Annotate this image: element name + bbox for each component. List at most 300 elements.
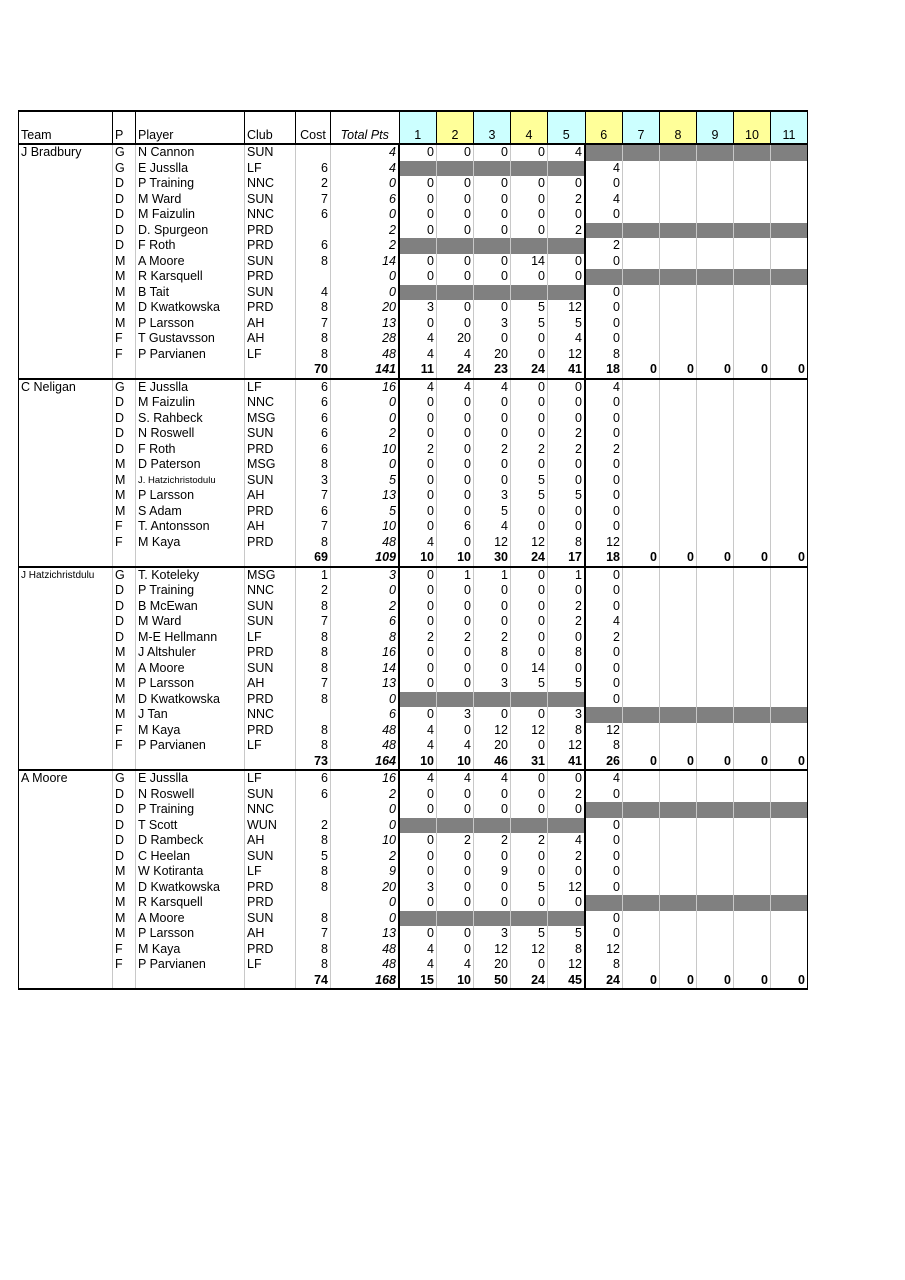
gameweek-9-points bbox=[697, 316, 734, 332]
player-name: D Paterson bbox=[136, 457, 245, 473]
player-row bbox=[19, 692, 808, 708]
gameweek-8-points bbox=[660, 833, 697, 849]
player-row bbox=[19, 316, 808, 332]
cost-cell: 6 bbox=[296, 770, 331, 787]
gameweek-4-points: 5 bbox=[511, 473, 548, 489]
total-points-cell: 20 bbox=[331, 300, 400, 316]
gameweek-4-points: 14 bbox=[511, 254, 548, 270]
gameweek-8-points bbox=[660, 864, 697, 880]
cost-cell: 5 bbox=[296, 849, 331, 865]
gameweek-2-points: 3 bbox=[437, 707, 474, 723]
gameweek-3-points bbox=[474, 692, 511, 708]
position-cell: D bbox=[113, 207, 136, 223]
gameweek-6-points: 4 bbox=[585, 770, 623, 787]
gameweek-8-points bbox=[660, 254, 697, 270]
gameweek-9-points bbox=[697, 426, 734, 442]
gameweek-2-points bbox=[437, 692, 474, 708]
club-cell: MSG bbox=[245, 567, 296, 584]
gameweek-1-points: 0 bbox=[399, 504, 437, 520]
gameweek-2-points: 0 bbox=[437, 661, 474, 677]
gameweek-2-points: 0 bbox=[437, 411, 474, 427]
gameweek-2-points bbox=[437, 238, 474, 254]
gameweek-1-points bbox=[399, 911, 437, 927]
player-row bbox=[19, 519, 808, 535]
gameweek-4-total: 24 bbox=[511, 362, 548, 379]
gameweek-4-points: 0 bbox=[511, 864, 548, 880]
cost-cell: 2 bbox=[296, 583, 331, 599]
gameweek-6-points: 0 bbox=[585, 473, 623, 489]
gameweek-7-points bbox=[623, 207, 660, 223]
gameweek-8-points bbox=[660, 504, 697, 520]
player-row bbox=[19, 426, 808, 442]
gameweek-5-points: 0 bbox=[548, 457, 586, 473]
gameweek-3-points bbox=[474, 818, 511, 834]
team-cell bbox=[19, 630, 113, 646]
gameweek-5-points bbox=[548, 285, 586, 301]
player-row bbox=[19, 379, 808, 396]
gameweek-8-points bbox=[660, 395, 697, 411]
gameweek-7-points bbox=[623, 630, 660, 646]
gameweek-5-points: 0 bbox=[548, 583, 586, 599]
cost-cell bbox=[296, 144, 331, 161]
gameweek-11-points bbox=[771, 802, 808, 818]
player-row bbox=[19, 254, 808, 270]
gameweek-11-points bbox=[771, 661, 808, 677]
header-total: Total Pts bbox=[331, 111, 400, 144]
gameweek-7-total: 0 bbox=[623, 362, 660, 379]
total-points-cell: 10 bbox=[331, 833, 400, 849]
total-cost: 69 bbox=[296, 550, 331, 567]
gameweek-1-points: 0 bbox=[399, 864, 437, 880]
team-cell bbox=[19, 864, 113, 880]
gameweek-10-total: 0 bbox=[734, 550, 771, 567]
gameweek-2-points: 0 bbox=[437, 849, 474, 865]
player-name: P Parvianen bbox=[136, 738, 245, 754]
gameweek-11-points bbox=[771, 833, 808, 849]
cost-cell: 6 bbox=[296, 504, 331, 520]
total-points-cell: 2 bbox=[331, 426, 400, 442]
gameweek-10-points bbox=[734, 442, 771, 458]
gameweek-9-points bbox=[697, 535, 734, 551]
gameweek-1-points: 0 bbox=[399, 614, 437, 630]
cost-cell: 7 bbox=[296, 488, 331, 504]
gameweek-2-points: 4 bbox=[437, 379, 474, 396]
player-row bbox=[19, 942, 808, 958]
gameweek-10-points bbox=[734, 630, 771, 646]
gameweek-8-points bbox=[660, 707, 697, 723]
gameweek-10-points bbox=[734, 488, 771, 504]
gameweek-5-points: 2 bbox=[548, 599, 586, 615]
gameweek-4-points: 5 bbox=[511, 316, 548, 332]
player-name: M Kaya bbox=[136, 942, 245, 958]
gameweek-1-points: 0 bbox=[399, 254, 437, 270]
fantasy-league-sheet bbox=[18, 110, 808, 990]
gameweek-11-points bbox=[771, 942, 808, 958]
player-name: M Ward bbox=[136, 614, 245, 630]
gameweek-7-points bbox=[623, 238, 660, 254]
gameweek-9-points bbox=[697, 723, 734, 739]
position-cell: M bbox=[113, 661, 136, 677]
gameweek-11-points bbox=[771, 254, 808, 270]
gameweek-1-points: 4 bbox=[399, 957, 437, 973]
cost-cell: 6 bbox=[296, 395, 331, 411]
position-cell: M bbox=[113, 316, 136, 332]
player-name: M-E Hellmann bbox=[136, 630, 245, 646]
gameweek-4-points: 0 bbox=[511, 176, 548, 192]
gameweek-9-points bbox=[697, 207, 734, 223]
gameweek-11-points bbox=[771, 818, 808, 834]
cost-cell: 6 bbox=[296, 787, 331, 803]
gameweek-4-total: 24 bbox=[511, 550, 548, 567]
gameweek-3-points: 0 bbox=[474, 614, 511, 630]
gameweek-9-points bbox=[697, 285, 734, 301]
total-points-cell: 0 bbox=[331, 207, 400, 223]
gameweek-7-points bbox=[623, 285, 660, 301]
gameweek-4-points: 0 bbox=[511, 269, 548, 285]
gameweek-5-points: 5 bbox=[548, 488, 586, 504]
team-cell bbox=[19, 818, 113, 834]
gameweek-7-points bbox=[623, 880, 660, 896]
gameweek-5-points: 0 bbox=[548, 895, 586, 911]
cost-cell: 8 bbox=[296, 599, 331, 615]
cost-cell: 8 bbox=[296, 692, 331, 708]
gameweek-11-points bbox=[771, 723, 808, 739]
total-points-cell: 3 bbox=[331, 567, 400, 584]
position-cell: G bbox=[113, 567, 136, 584]
gameweek-4-points: 12 bbox=[511, 723, 548, 739]
gameweek-11-total: 0 bbox=[771, 550, 808, 567]
gameweek-2-points: 0 bbox=[437, 895, 474, 911]
gameweek-10-total: 0 bbox=[734, 362, 771, 379]
gameweek-5-points: 4 bbox=[548, 144, 586, 161]
gameweek-7-points bbox=[623, 942, 660, 958]
gameweek-10-points bbox=[734, 802, 771, 818]
gameweek-6-points: 0 bbox=[585, 661, 623, 677]
gameweek-8-points bbox=[660, 347, 697, 363]
club-cell: NNC bbox=[245, 583, 296, 599]
gameweek-9-points bbox=[697, 254, 734, 270]
gameweek-9-points bbox=[697, 895, 734, 911]
player-name: R Karsquell bbox=[136, 895, 245, 911]
total-points-cell: 14 bbox=[331, 661, 400, 677]
gameweek-5-points: 8 bbox=[548, 645, 586, 661]
gameweek-5-points bbox=[548, 818, 586, 834]
player-row bbox=[19, 176, 808, 192]
gameweek-5-points: 2 bbox=[548, 442, 586, 458]
total-points-cell: 0 bbox=[331, 802, 400, 818]
gameweek-8-points bbox=[660, 926, 697, 942]
gameweek-1-points: 4 bbox=[399, 770, 437, 787]
player-row bbox=[19, 269, 808, 285]
gameweek-5-points: 2 bbox=[548, 614, 586, 630]
gameweek-8-points bbox=[660, 942, 697, 958]
gameweek-6-total: 24 bbox=[585, 973, 623, 990]
team-cell bbox=[19, 614, 113, 630]
gameweek-11-points bbox=[771, 473, 808, 489]
player-row bbox=[19, 535, 808, 551]
team-cell bbox=[19, 661, 113, 677]
gameweek-5-points: 4 bbox=[548, 833, 586, 849]
header-cost: Cost bbox=[296, 111, 331, 144]
club-cell: NNC bbox=[245, 176, 296, 192]
gameweek-1-points: 0 bbox=[399, 849, 437, 865]
gameweek-6-points bbox=[585, 802, 623, 818]
gameweek-6-points: 0 bbox=[585, 207, 623, 223]
gameweek-2-points: 20 bbox=[437, 331, 474, 347]
gameweek-5-points: 0 bbox=[548, 864, 586, 880]
gameweek-5-points: 0 bbox=[548, 395, 586, 411]
total-points-cell: 0 bbox=[331, 411, 400, 427]
player-row bbox=[19, 707, 808, 723]
gameweek-4-points: 5 bbox=[511, 488, 548, 504]
header-position: P bbox=[113, 111, 136, 144]
gameweek-11-points bbox=[771, 630, 808, 646]
gameweek-5-points: 3 bbox=[548, 707, 586, 723]
gameweek-7-points bbox=[623, 457, 660, 473]
gameweek-2-points bbox=[437, 285, 474, 301]
gameweek-5-points: 0 bbox=[548, 504, 586, 520]
club-cell bbox=[245, 973, 296, 990]
gameweek-5-points: 12 bbox=[548, 300, 586, 316]
gameweek-8-points bbox=[660, 630, 697, 646]
gameweek-11-total: 0 bbox=[771, 362, 808, 379]
gameweek-1-points: 0 bbox=[399, 676, 437, 692]
gameweek-9-points bbox=[697, 442, 734, 458]
gameweek-3-points: 0 bbox=[474, 411, 511, 427]
gameweek-5-points: 0 bbox=[548, 802, 586, 818]
position-cell: D bbox=[113, 614, 136, 630]
team-totals-row bbox=[19, 362, 808, 379]
gameweek-4-points: 0 bbox=[511, 144, 548, 161]
player-name: D Rambeck bbox=[136, 833, 245, 849]
gameweek-4-points: 12 bbox=[511, 535, 548, 551]
player-name: T Gustavsson bbox=[136, 331, 245, 347]
player-row bbox=[19, 770, 808, 787]
gameweek-1-points: 0 bbox=[399, 895, 437, 911]
club-cell: SUN bbox=[245, 144, 296, 161]
gameweek-6-points: 0 bbox=[585, 645, 623, 661]
gameweek-8-points bbox=[660, 880, 697, 896]
gameweek-2-points: 2 bbox=[437, 833, 474, 849]
gameweek-1-points: 0 bbox=[399, 519, 437, 535]
cost-cell: 7 bbox=[296, 519, 331, 535]
standings-body bbox=[19, 111, 808, 989]
gameweek-2-total: 24 bbox=[437, 362, 474, 379]
gameweek-10-total: 0 bbox=[734, 754, 771, 771]
gameweek-10-points bbox=[734, 614, 771, 630]
gameweek-9-points bbox=[697, 583, 734, 599]
gameweek-7-points bbox=[623, 692, 660, 708]
gameweek-1-points bbox=[399, 285, 437, 301]
position-cell: F bbox=[113, 942, 136, 958]
gameweek-4-total: 31 bbox=[511, 754, 548, 771]
gameweek-10-points bbox=[734, 957, 771, 973]
gameweek-7-points bbox=[623, 300, 660, 316]
gameweek-6-points: 4 bbox=[585, 192, 623, 208]
player-name: M Faizulin bbox=[136, 395, 245, 411]
gameweek-6-points: 0 bbox=[585, 926, 623, 942]
player-row bbox=[19, 895, 808, 911]
position-cell: M bbox=[113, 254, 136, 270]
gameweek-1-points: 2 bbox=[399, 442, 437, 458]
gameweek-10-points bbox=[734, 426, 771, 442]
gameweek-9-total: 0 bbox=[697, 754, 734, 771]
club-cell: LF bbox=[245, 347, 296, 363]
gameweek-2-points: 0 bbox=[437, 926, 474, 942]
gameweek-3-points: 3 bbox=[474, 316, 511, 332]
gameweek-3-points bbox=[474, 911, 511, 927]
total-points-cell: 13 bbox=[331, 316, 400, 332]
gameweek-8-points bbox=[660, 207, 697, 223]
gameweek-1-points: 0 bbox=[399, 802, 437, 818]
gameweek-1-points bbox=[399, 692, 437, 708]
gameweek-3-points: 2 bbox=[474, 630, 511, 646]
position-cell: M bbox=[113, 895, 136, 911]
gameweek-7-points bbox=[623, 895, 660, 911]
gameweek-7-points bbox=[623, 818, 660, 834]
gameweek-10-points bbox=[734, 144, 771, 161]
gameweek-11-points bbox=[771, 599, 808, 615]
gameweek-1-points: 0 bbox=[399, 144, 437, 161]
gameweek-1-points: 0 bbox=[399, 707, 437, 723]
gameweek-3-points: 0 bbox=[474, 895, 511, 911]
cost-cell: 8 bbox=[296, 457, 331, 473]
gameweek-8-points bbox=[660, 802, 697, 818]
gameweek-8-points bbox=[660, 316, 697, 332]
gameweek-10-points bbox=[734, 787, 771, 803]
gameweek-3-points: 0 bbox=[474, 707, 511, 723]
total-points-cell: 13 bbox=[331, 488, 400, 504]
player-row bbox=[19, 504, 808, 520]
gameweek-5-points: 0 bbox=[548, 661, 586, 677]
gameweek-4-points bbox=[511, 285, 548, 301]
gameweek-5-points: 12 bbox=[548, 738, 586, 754]
position-cell: M bbox=[113, 504, 136, 520]
gameweek-4-points: 0 bbox=[511, 457, 548, 473]
gameweek-8-points bbox=[660, 957, 697, 973]
total-points: 109 bbox=[331, 550, 400, 567]
player-name: B McEwan bbox=[136, 599, 245, 615]
gameweek-10-points bbox=[734, 567, 771, 584]
team-cell bbox=[19, 457, 113, 473]
gameweek-9-points bbox=[697, 519, 734, 535]
gameweek-8-points bbox=[660, 473, 697, 489]
gameweek-9-points bbox=[697, 787, 734, 803]
gameweek-1-points: 0 bbox=[399, 395, 437, 411]
gameweek-8-points bbox=[660, 661, 697, 677]
player-name: R Karsquell bbox=[136, 269, 245, 285]
player-row bbox=[19, 676, 808, 692]
gameweek-2-points: 0 bbox=[437, 176, 474, 192]
gameweek-3-points: 12 bbox=[474, 942, 511, 958]
position-cell: M bbox=[113, 676, 136, 692]
club-cell: NNC bbox=[245, 395, 296, 411]
cost-cell: 7 bbox=[296, 676, 331, 692]
cost-cell: 6 bbox=[296, 442, 331, 458]
gameweek-11-points bbox=[771, 957, 808, 973]
total-points-cell: 28 bbox=[331, 331, 400, 347]
total-points-cell: 4 bbox=[331, 144, 400, 161]
gameweek-10-points bbox=[734, 864, 771, 880]
position-cell: D bbox=[113, 176, 136, 192]
position-cell: D bbox=[113, 802, 136, 818]
gameweek-2-points: 0 bbox=[437, 473, 474, 489]
gameweek-7-points bbox=[623, 583, 660, 599]
gameweek-2-points bbox=[437, 818, 474, 834]
gameweek-8-points bbox=[660, 411, 697, 427]
gameweek-2-points: 4 bbox=[437, 347, 474, 363]
gameweek-1-total: 11 bbox=[399, 362, 437, 379]
gameweek-4-points: 0 bbox=[511, 895, 548, 911]
gameweek-2-total: 10 bbox=[437, 973, 474, 990]
team-cell bbox=[19, 223, 113, 239]
player-name: E Jusslla bbox=[136, 379, 245, 396]
gameweek-5-points: 0 bbox=[548, 269, 586, 285]
gameweek-11-points bbox=[771, 645, 808, 661]
gameweek-4-points: 5 bbox=[511, 676, 548, 692]
total-points-cell: 9 bbox=[331, 864, 400, 880]
gameweek-8-points bbox=[660, 300, 697, 316]
cost-cell: 8 bbox=[296, 880, 331, 896]
gameweek-8-points bbox=[660, 488, 697, 504]
gameweek-7-points bbox=[623, 676, 660, 692]
gameweek-6-points: 0 bbox=[585, 849, 623, 865]
cost-cell: 7 bbox=[296, 192, 331, 208]
position-cell: M bbox=[113, 880, 136, 896]
gameweek-2-points: 0 bbox=[437, 614, 474, 630]
player-name: P Parvianen bbox=[136, 957, 245, 973]
header-gw-11: 11 bbox=[771, 111, 808, 144]
gameweek-8-points bbox=[660, 738, 697, 754]
gameweek-6-points: 0 bbox=[585, 583, 623, 599]
gameweek-3-points: 1 bbox=[474, 567, 511, 584]
club-cell: LF bbox=[245, 770, 296, 787]
gameweek-7-points bbox=[623, 379, 660, 396]
gameweek-1-points: 0 bbox=[399, 833, 437, 849]
club-cell: SUN bbox=[245, 426, 296, 442]
team-cell bbox=[19, 895, 113, 911]
cost-cell: 7 bbox=[296, 316, 331, 332]
total-points-cell: 16 bbox=[331, 379, 400, 396]
team-cell bbox=[19, 599, 113, 615]
club-cell: WUN bbox=[245, 818, 296, 834]
total-points-cell: 6 bbox=[331, 707, 400, 723]
total-points-cell: 2 bbox=[331, 849, 400, 865]
gameweek-10-points bbox=[734, 285, 771, 301]
gameweek-9-total: 0 bbox=[697, 362, 734, 379]
gameweek-5-points: 0 bbox=[548, 630, 586, 646]
gameweek-10-points bbox=[734, 895, 771, 911]
player-row bbox=[19, 864, 808, 880]
gameweek-3-points: 0 bbox=[474, 144, 511, 161]
gameweek-5-points: 0 bbox=[548, 473, 586, 489]
gameweek-11-points bbox=[771, 911, 808, 927]
header-team: Team bbox=[19, 111, 113, 144]
total-points-cell: 0 bbox=[331, 457, 400, 473]
gameweek-2-points: 0 bbox=[437, 942, 474, 958]
gameweek-11-points bbox=[771, 895, 808, 911]
club-cell bbox=[245, 754, 296, 771]
gameweek-4-points: 0 bbox=[511, 331, 548, 347]
gameweek-3-points: 0 bbox=[474, 473, 511, 489]
player-name: P Larsson bbox=[136, 488, 245, 504]
gameweek-1-total: 10 bbox=[399, 550, 437, 567]
gameweek-1-points: 0 bbox=[399, 473, 437, 489]
gameweek-5-total: 17 bbox=[548, 550, 586, 567]
cost-cell: 2 bbox=[296, 176, 331, 192]
gameweek-2-points: 0 bbox=[437, 395, 474, 411]
gameweek-7-total: 0 bbox=[623, 754, 660, 771]
